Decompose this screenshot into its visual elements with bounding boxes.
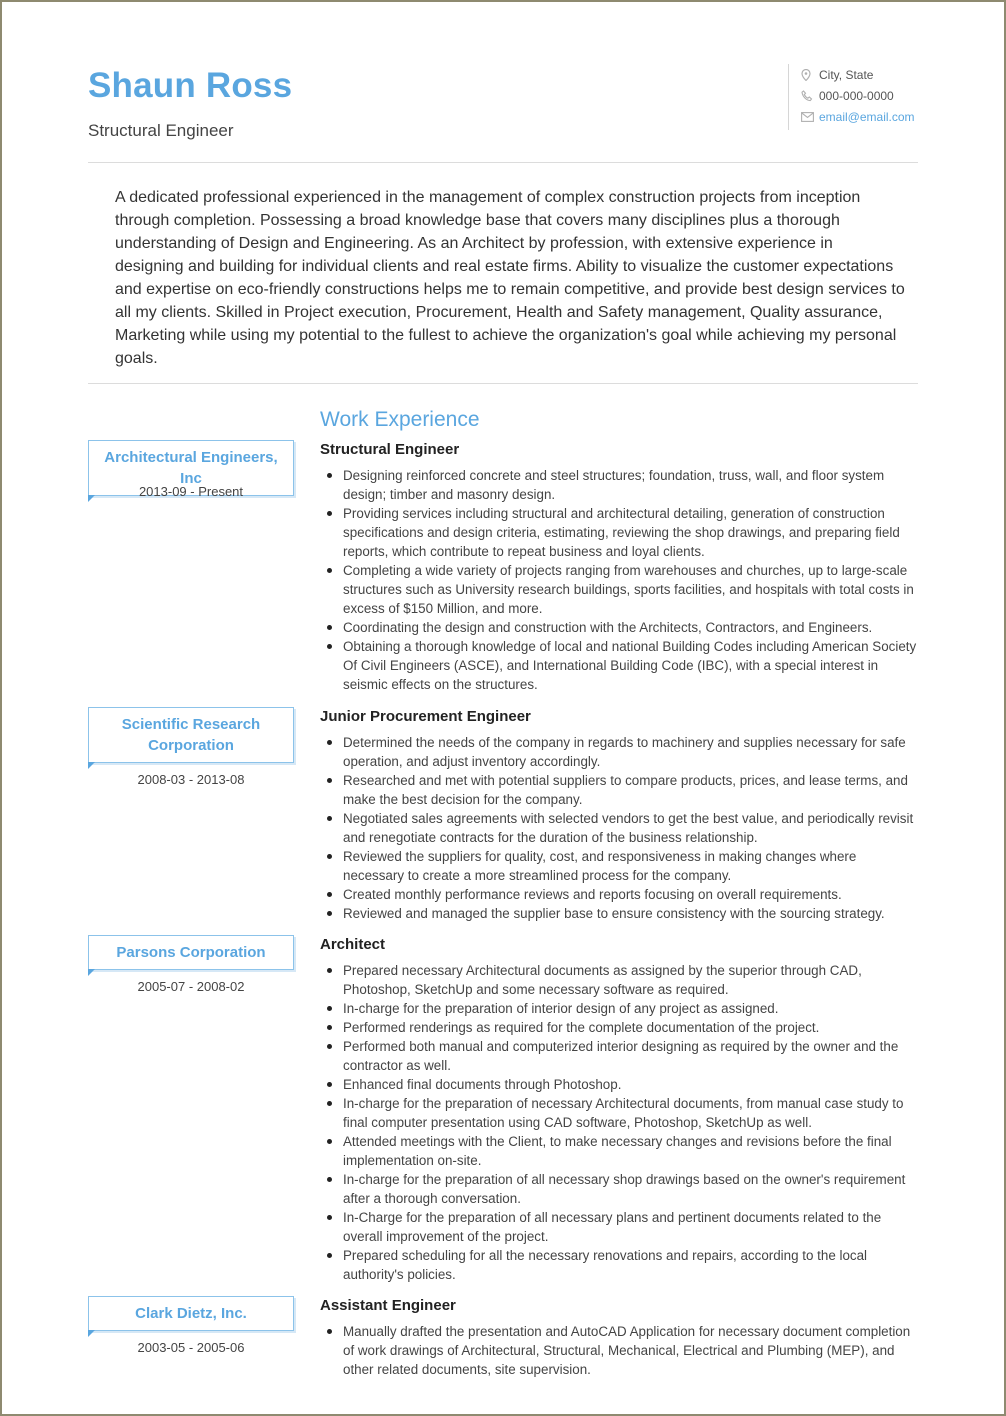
job-bullet: Providing services including structural and architectural detailing, generation of construction specifications and design criteria, estimating, reviewing the shop drawings, and preparing field reports, which contribute to repeat business and loyal clients. (320, 504, 920, 561)
contact-email[interactable] (801, 106, 931, 127)
job-bullet: Prepared scheduling for all the necessary renovations and repairs, according to the local authority's policies. (320, 1246, 920, 1284)
email-link[interactable]: email@email.com (819, 109, 915, 124)
map-pin-icon (801, 69, 819, 81)
job-dates: 2003-05 - 2005-06 (137, 1340, 245, 1355)
job-bullet: Determined the needs of the company in regards to machinery and supplies necessary for safe operation, and adjust inventory accordingly. (320, 733, 920, 771)
summary-divider (88, 383, 918, 384)
company-name: Parsons Corporation (88, 935, 294, 970)
contact-phone (801, 85, 931, 106)
job-bullets (320, 1322, 920, 1379)
phone-icon (801, 90, 819, 102)
contact-location (801, 64, 931, 85)
job-bullet: Designing reinforced concrete and steel structures; foundation, truss, wall, and floor system design; timber and masonry design. (320, 466, 920, 504)
job-bullet: Coordinating the design and construction with the Architects, Contractors, and Engineers. (320, 618, 920, 637)
job-bullet: Performed renderings as required for the complete documentation of the project. (320, 1018, 920, 1037)
candidate-name: Shaun Ross (88, 66, 293, 105)
contact-block (788, 64, 931, 130)
job-bullet: Manually drafted the presentation and AutoCAD Application for necessary document completion of work drawings of Architectural, Structural, Mechanical, Electrical and Plumbing (MEP), and other related documents, site supervision. (320, 1322, 920, 1379)
job-role: Architect (320, 936, 386, 953)
job-bullet: Prepared necessary Architectural documents as assigned by the superior through CAD, Photoshop, SketchUp and some necessary software as required. (320, 961, 920, 999)
work-experience-heading: Work Experience (320, 408, 480, 431)
candidate-title: Structural Engineer (88, 121, 234, 140)
job-bullet: Created monthly performance reviews and reports focusing on overall requirements. (320, 885, 920, 904)
job-bullet: Obtaining a thorough knowledge of local and national Building Codes including American Society Of Civil Engineers (ASCE), and International Building Code (IBC), with a special interest in seismic effects on the structures. (320, 637, 920, 694)
job-dates: 2005-07 - 2008-02 (137, 979, 245, 994)
job-bullet: In-charge for the preparation of all necessary shop drawings based on the owner's requirement after a thorough conversation. (320, 1170, 920, 1208)
job-role: Structural Engineer (320, 441, 460, 458)
job-bullets (320, 466, 920, 694)
job-role: Junior Procurement Engineer (320, 708, 531, 725)
company-name: Clark Dietz, Inc. (88, 1296, 294, 1331)
job-bullet: Reviewed the suppliers for quality, cost, and responsiveness in making changes where necessary to create a more streamlined process for the company. (320, 847, 920, 885)
location-text: City, State (819, 67, 874, 82)
job-bullet: In-charge for the preparation of necessary Architectural documents, from manual case study to final computer presentation using CAD software, Photoshop, SketchUp as well. (320, 1094, 920, 1132)
company-name: Scientific Research Corporation (88, 707, 294, 763)
job-role: Assistant Engineer (320, 1297, 456, 1314)
company-name: Architectural Engineers, Inc (88, 440, 294, 496)
job-bullet: In-Charge for the preparation of all necessary plans and pertinent documents related to the overall improvement of the project. (320, 1208, 920, 1246)
job-bullets (320, 733, 920, 923)
job-bullet: Attended meetings with the Client, to make necessary changes and revisions before the final implementation on-site. (320, 1132, 920, 1170)
job-bullet: Enhanced final documents through Photoshop. (320, 1075, 920, 1094)
job-bullet: In-charge for the preparation of interior design of any project as assigned. (320, 999, 920, 1018)
envelope-icon (801, 112, 819, 122)
job-dates: 2008-03 - 2013-08 (137, 772, 245, 787)
job-bullet: Completing a wide variety of projects ranging from warehouses and churches, up to large-scale structures such as University research buildings, sports facilities, and hospitals with total costs in excess of $150 Million, and more. (320, 561, 920, 618)
job-bullet: Researched and met with potential suppliers to compare products, prices, and lease terms, and make the best decision for the company. (320, 771, 920, 809)
job-bullet: Reviewed and managed the supplier base to ensure consistency with the sourcing strategy. (320, 904, 920, 923)
professional-summary: A dedicated professional experienced in the management of complex construction projects from inception through completion. Possessing a broad knowledge base that covers many disciplines plus a thorough understanding of Design and Engineering. As an Architect by profession, with extensive experience in designing and building for individual clients and real estate firms. Ability to visualize the customer expectations and expertise on eco-friendly constructions helps me to remain competitive, and provide best design services to all my clients. Skilled in Project execution, Procurement, Health and Safety management, Quality assurance, Marketing while using my potential to the fullest to achieve the organization's goal while achieving my personal goals. (115, 189, 905, 367)
header-divider (88, 162, 918, 163)
phone-text: 000-000-0000 (819, 88, 894, 103)
job-bullet: Performed both manual and computerized interior designing as required by the owner and the contractor as well. (320, 1037, 920, 1075)
job-bullets (320, 961, 920, 1284)
job-dates: 2013-09 - Present (138, 484, 244, 499)
job-bullet: Negotiated sales agreements with selected vendors to get the best value, and periodically revisit and renegotiate contracts for the duration of the business relationship. (320, 809, 920, 847)
